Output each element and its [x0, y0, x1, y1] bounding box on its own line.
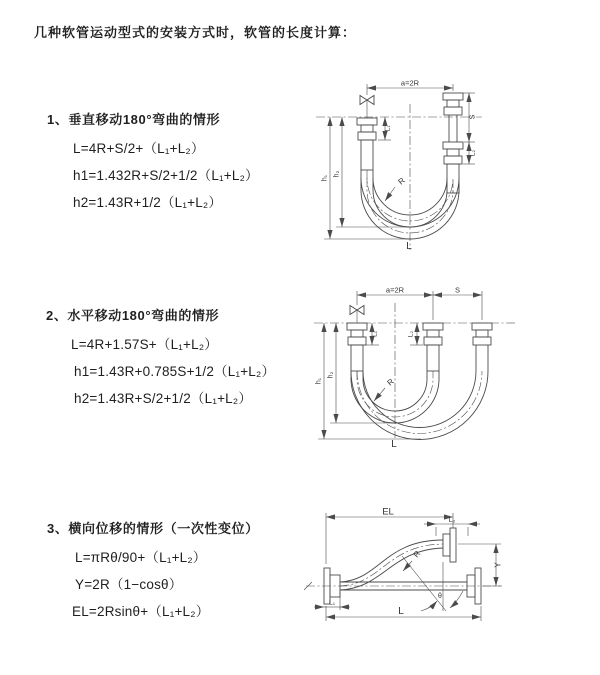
left-flange-fitting	[357, 118, 377, 170]
centerlines	[304, 582, 502, 590]
dim-label-a2r: a=2R	[385, 285, 405, 295]
dimension-s	[463, 93, 477, 164]
dimension-l1	[378, 117, 392, 140]
section-2-heading: 2、水平移动180°弯曲的情形	[46, 308, 220, 323]
section-3-heading: 3、横向位移的情形（一次性变位）	[47, 521, 259, 536]
formula-line: Y=2R（1−cosθ）	[75, 577, 183, 592]
dim-label-r: R	[396, 175, 407, 187]
dimension-a2r	[367, 79, 453, 96]
dim-label-r: R	[385, 376, 396, 388]
dim-label-length: L	[391, 439, 397, 450]
dim-label-a2r: a=2R	[400, 78, 420, 88]
dimension-l2	[408, 323, 424, 345]
dim-label-h2: h₂	[333, 170, 341, 178]
hose-u-bend	[351, 353, 488, 440]
dim-label-h2: h₂	[327, 371, 335, 379]
formula-line: h2=1.43R+1/2（L₁+L₂）	[73, 195, 223, 210]
dimension-a2r	[357, 286, 482, 321]
formula-line: L=4R+S/2+（L₁+L₂）	[73, 141, 205, 156]
braided-hose-section	[427, 345, 439, 371]
dim-label-length: L	[398, 606, 404, 617]
middle-flange-fitting	[423, 323, 443, 371]
dim-label-h1: h₁	[321, 174, 329, 182]
dimension-l	[326, 606, 481, 621]
dim-label-theta: θ	[438, 593, 442, 600]
dim-label-s: S	[467, 114, 477, 120]
dimension-l2	[424, 517, 480, 536]
radius-callout	[385, 176, 407, 201]
diagram-horizontal-180-bend	[310, 283, 590, 451]
page-title: 几种软管运动型式的安装方式时，软管的长度计算：	[34, 25, 357, 40]
valve-icon	[350, 306, 364, 324]
dim-label-h1: h₁	[315, 377, 323, 385]
dimension-l1	[366, 323, 379, 345]
dim-label-l2: L₂	[407, 330, 415, 338]
dim-label-l2: L₂	[469, 149, 477, 157]
angle-theta-construction	[402, 556, 463, 611]
formula-line: L=πRθ/90+（L₁+L₂）	[75, 550, 207, 565]
formula-line: h2=1.43R+S/2+1/2（L₁+L₂）	[74, 391, 253, 406]
diagram-lateral-displacement	[300, 498, 595, 648]
dim-label-l2: L₂	[448, 517, 456, 524]
right-flange-fitting	[443, 93, 463, 193]
dimension-y	[458, 544, 503, 586]
dim-label-el: EL	[382, 506, 394, 518]
diagram-vertical-180-bend	[312, 78, 580, 254]
formula-line: h1=1.432R+S/2+1/2（L₁+L₂）	[73, 168, 259, 183]
formula-line: L=4R+1.57S+（L₁+L₂）	[71, 337, 218, 352]
formula-line: h1=1.43R+0.785S+1/2（L₁+L₂）	[74, 364, 276, 379]
left-flange-fitting	[347, 323, 367, 371]
dim-label-r: R	[411, 549, 423, 560]
dim-label-s: S	[454, 285, 461, 295]
displaced-flange-fitting	[472, 323, 492, 353]
braided-hose-section	[351, 345, 363, 371]
dimension-l1	[314, 592, 350, 610]
displaced-hose-curve	[340, 528, 456, 590]
braided-hose-section	[361, 140, 373, 170]
section-1-heading: 1、垂直移动180°弯曲的情形	[47, 112, 221, 127]
valve-icon	[360, 96, 374, 119]
radius-callout	[374, 377, 396, 401]
dimension-el	[326, 507, 453, 565]
dim-label-length: L	[406, 241, 412, 252]
dim-label-l1: L₁	[328, 599, 336, 607]
formula-line: EL=2Rsinθ+（L₁+L₂）	[72, 604, 210, 619]
dim-label-y: Y	[493, 562, 503, 568]
dim-label-l1: L₁	[371, 331, 379, 337]
braided-hose-section	[447, 164, 459, 193]
dim-label-l1: L₁	[384, 125, 392, 132]
